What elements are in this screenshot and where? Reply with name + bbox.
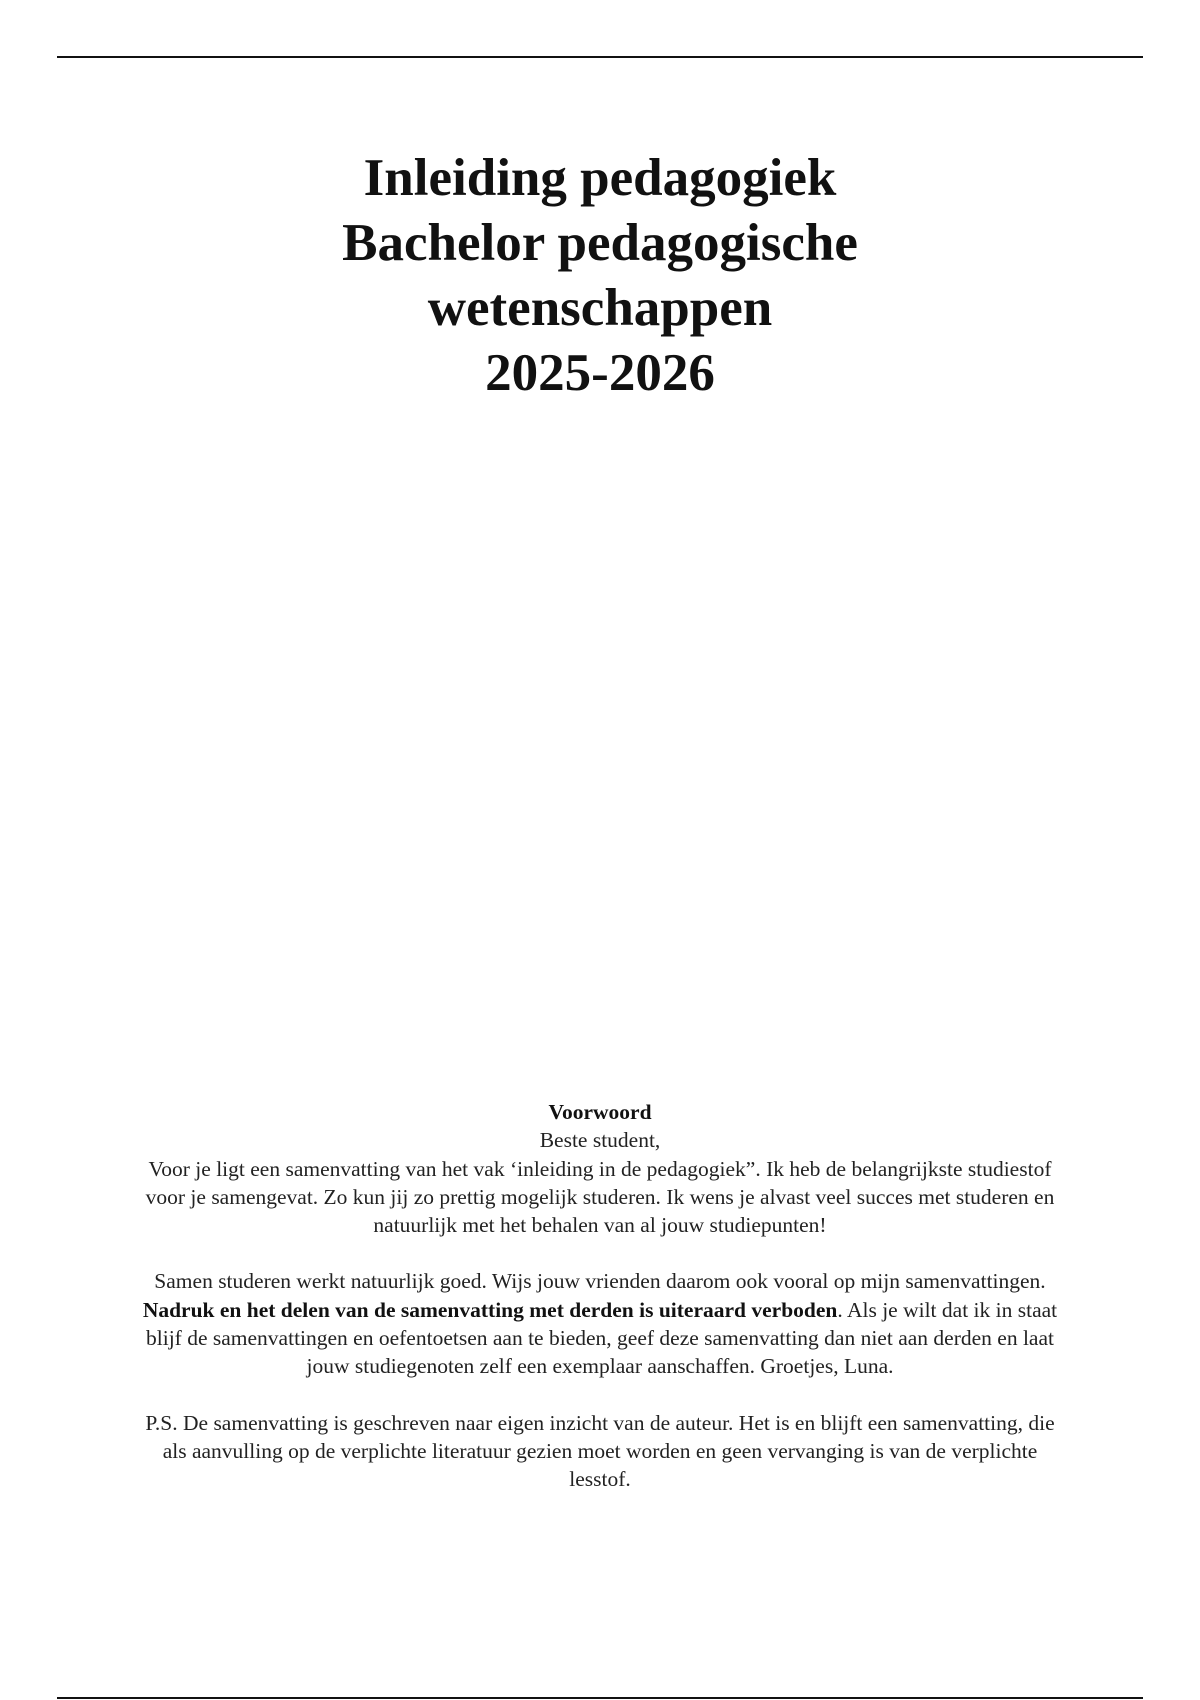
preface-greeting: Beste student,	[539, 1128, 661, 1153]
title-line-course: Inleiding pedagogiek	[363, 149, 837, 207]
preface-postscript: P.S. De samenvatting is geschreven naar eigen inzicht van de auteur. Het is en blijft een samenvatting, die als aanvulling op de verplichte literatuur gezien moet worden en geen vervanging is van de verplichte lesstof.	[145, 1410, 1055, 1492]
bottom-rule	[57, 1697, 1143, 1699]
preface-paragraph-1: Voor je ligt een samenvatting van het vak ‘inleiding in de pedagogiek”. Ik heb de belangrijkste studiestof voor je samengevat. Zo kun jij zo prettig mogelijk studeren. Ik wens je alvast veel succes met studeren en natuurlijk met het behalen van al jouw studiepunten!	[145, 1156, 1055, 1238]
title-line-program-cont: wetenschappen	[427, 279, 773, 337]
preface-paragraph-2	[140, 1267, 1060, 1380]
preface-paragraph-2-start: Samen studeren werkt natuurlijk goed. Wijs jouw vrienden daarom ook vooral op mijn samenvattingen.	[154, 1269, 1046, 1294]
title-line-year: 2025-2026	[485, 344, 715, 402]
preface-heading: Voorwoord	[548, 1100, 652, 1124]
document-title	[0, 146, 1200, 406]
preface-section	[140, 1098, 1060, 1494]
preface-paragraph-2-end: . Als je wilt dat ik in staat blijf de samenvattingen en oefentoetsen aan te bieden, geef deze samenvatting dan niet aan derden en laat jouw studiegenoten zelf een exemplaar aanschaffen. Groetjes, Luna.	[146, 1297, 1058, 1379]
preface-sharing-warning: Nadruk en het delen van de samenvatting met derden is uiteraard verboden	[142, 1297, 838, 1322]
top-rule	[57, 56, 1143, 58]
title-line-program: Bachelor pedagogische	[342, 214, 858, 272]
